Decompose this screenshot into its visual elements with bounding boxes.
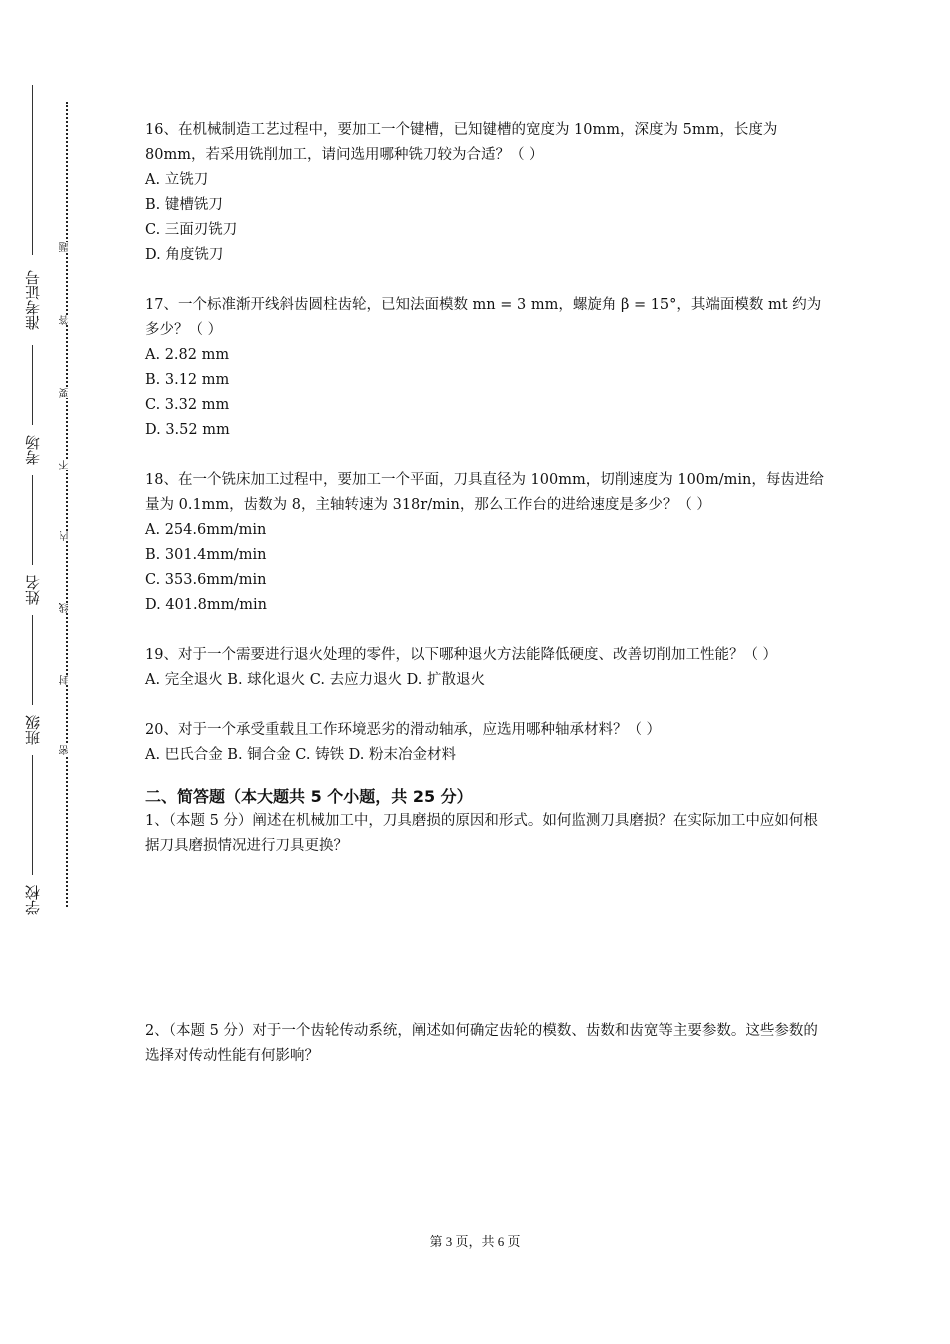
seal-char: 答 [60, 315, 74, 325]
seal-char: 要 [60, 388, 74, 398]
option-a: A. 254.6mm/min [145, 522, 267, 538]
question-20 [145, 718, 825, 768]
answer-space [145, 859, 825, 1019]
seal-char: 内 [60, 531, 74, 541]
option-b: B. 301.4mm/min [145, 547, 267, 563]
field-line [32, 475, 33, 565]
option-d: D. 3.52 mm [145, 422, 230, 438]
options-inline: A. 巴氏合金 B. 铜合金 C. 铸铁 D. 粉末冶金材料 [145, 747, 457, 763]
option-d: D. 401.8mm/min [145, 597, 267, 613]
option-a: A. 立铣刀 [145, 172, 209, 188]
question-stem: 17、一个标准渐开线斜齿圆柱齿轮，已知法面模数 mn = 3 mm，螺旋角 β = 15°，其端面模数 mt 约为多少？（ ） [145, 297, 822, 338]
question-stem: 16、在机械制造工艺过程中，要加工一个键槽，已知键槽的宽度为 10mm，深度为 5mm，长度为 80mm，若采用铣削加工，请问选用哪种铣刀较为合适？（ ） [145, 122, 778, 163]
question-19 [145, 643, 825, 693]
option-c: C. 3.32 mm [145, 397, 230, 413]
seal-char: 密 [60, 745, 74, 755]
field-line [32, 615, 33, 705]
option-b: B. 键槽铣刀 [145, 197, 223, 213]
question-content [145, 118, 825, 1069]
field-name-label: 姓名 [24, 575, 42, 605]
seal-char: 线 [60, 603, 74, 613]
question-stem: 20、对于一个承受重载且工作环境恶劣的滑动轴承，应选用哪种轴承材料？（ ） [145, 722, 662, 738]
option-c: C. 353.6mm/min [145, 572, 267, 588]
field-line [32, 345, 33, 425]
binding-margin [22, 85, 44, 930]
question-stem: 19、对于一个需要进行退火处理的零件，以下哪种退火方法能降低硬度、改善切削加工性能？（ ） [145, 647, 778, 663]
page-number: 第 3 页，共 6 页 [429, 1234, 521, 1249]
question-stem: 18、在一个铣床加工过程中，要加工一个平面，刀具直径为 100mm，切削速度为 100m/min，每齿进给量为 0.1mm，齿数为 8，主轴转速为 318r/min，那么工作台的进给速度是多少？（ ） [145, 472, 824, 513]
field-school-label: 学校 [24, 885, 42, 915]
field-line [32, 85, 33, 255]
seal-char: 不 [60, 460, 74, 470]
option-b: B. 3.12 mm [145, 372, 230, 388]
seal-char: 题 [60, 242, 74, 252]
seal-dotted-line [66, 102, 68, 907]
short-answer-question-2: 2、（本题 5 分）对于一个齿轮传动系统，阐述如何确定齿轮的模数、齿数和齿宽等主要参数。这些参数的选择对传动性能有何影响？ [145, 1023, 818, 1064]
option-c: C. 三面刃铣刀 [145, 222, 238, 238]
field-exam-room-label: 考场 [24, 435, 42, 465]
field-line [32, 755, 33, 875]
option-a: A. 2.82 mm [145, 347, 230, 363]
question-18 [145, 468, 825, 618]
field-class-label: 班级 [24, 715, 42, 745]
question-16 [145, 118, 825, 268]
field-exam-id-label: 准考证号 [24, 270, 42, 330]
option-d: D. 角度铣刀 [145, 247, 224, 263]
options-inline: A. 完全退火 B. 球化退火 C. 去应力退火 D. 扩散退火 [145, 672, 486, 688]
section-title: 二、简答题（本大题共 5 个小题，共 25 分） [145, 787, 473, 806]
short-answer-question-1: 1、（本题 5 分）阐述在机械加工中，刀具磨损的原因和形式。如何监测刀具磨损？在实际加工中应如何根据刀具磨损情况进行刀具更换？ [145, 813, 818, 854]
question-17 [145, 293, 825, 443]
seal-char: 封 [60, 675, 74, 685]
